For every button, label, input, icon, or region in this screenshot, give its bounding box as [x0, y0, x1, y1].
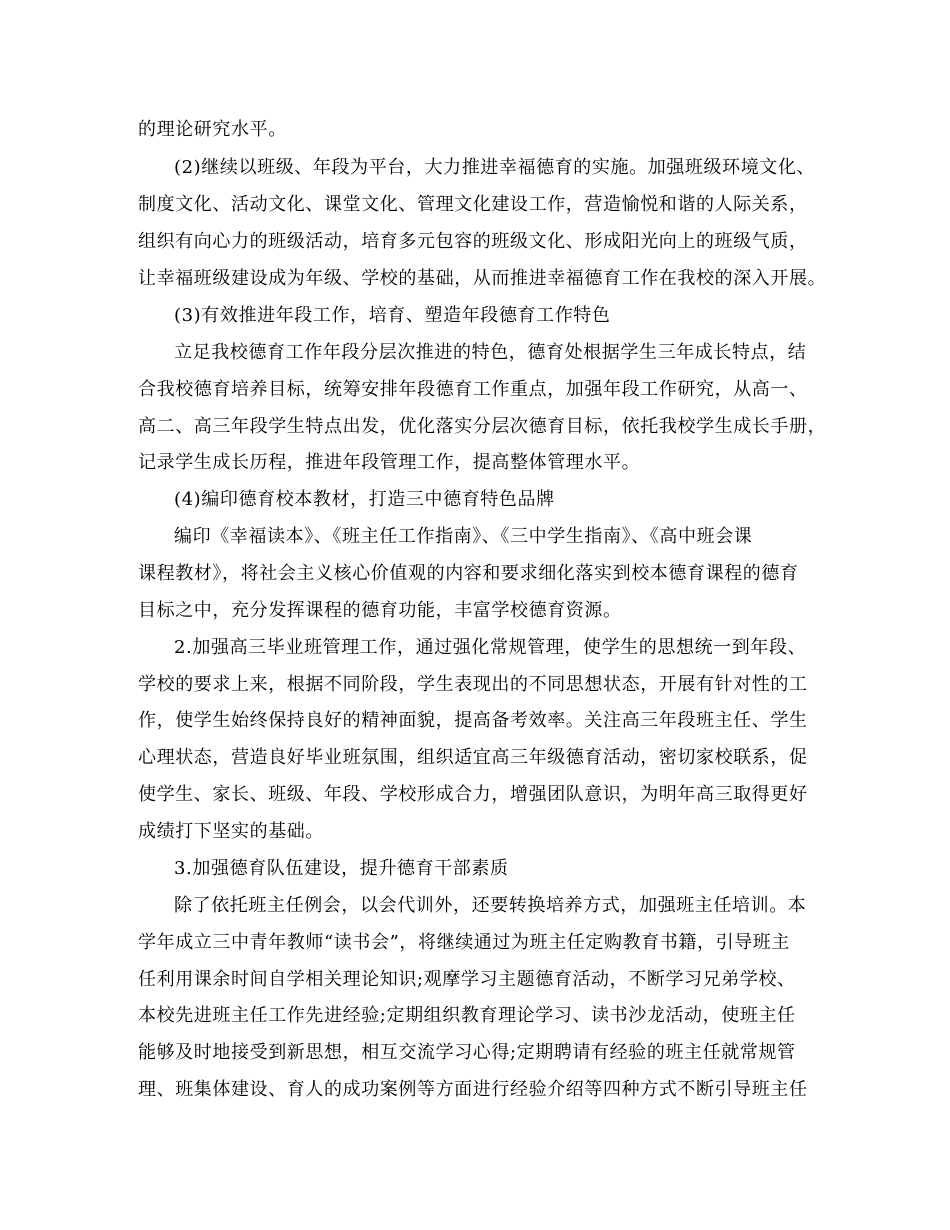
- text-line: 组织有向心力的班级活动，培育多元包容的班级文化、形成阳光向上的班级气质，: [138, 231, 808, 252]
- text-line: 合我校德育培养目标，统筹安排年段德育工作重点，加强年段工作研究，从高一、: [138, 379, 808, 400]
- text-line: 课程教材》，将社会主义核心价值观的内容和要求细化落实到校本德育课程的德育: [138, 563, 799, 584]
- text-line: 理、班集体建设、育人的成功案例等方面进行经验介绍等四种方式不断引导班主任: [138, 1079, 808, 1100]
- text-line: (2)继续以班级、年段为平台，大力推进幸福德育的实施。加强班级环境文化、: [174, 157, 816, 178]
- text-line: 成绩打下坚实的基础。: [138, 821, 324, 842]
- text-line: 学校的要求上来，根据不同阶段，学生表现出的不同思想状态，开展有针对性的工: [138, 674, 808, 695]
- text-line: 心理状态，营造良好毕业班氛围，组织适宜高三年级德育活动，密切家校联系，促: [138, 747, 808, 768]
- text-line: 让幸福班级建设成为年级、学校的基础，从而推进幸福德育工作在我校的深入开展。: [138, 268, 827, 289]
- text-line: 制度文化、活动文化、课堂文化、管理文化建设工作，营造愉悦和谐的人际关系，: [138, 194, 808, 215]
- text-line: (4)编印德育校本教材，打造三中德育特色品牌: [174, 489, 555, 510]
- text-line: 编印《幸福读本》、《班主任工作指南》、《三中学生指南》、《高中班会课: [174, 526, 753, 547]
- text-line: 立足我校德育工作年段分层次推进的特色，德育处根据学生三年成长特点，结: [174, 342, 807, 363]
- text-line: 目标之中，充分发挥课程的德育功能，丰富学校德育资源。: [138, 600, 622, 621]
- text-line: 高二、高三年段学生特点出发，优化落实分层次德育目标，依托我校学生成长手册，: [138, 416, 827, 437]
- text-line: 学年成立三中青年教师“读书会”，将继续通过为班主任定购教育书籍，引导班主: [138, 932, 791, 953]
- text-line: 3.加强德育队伍建设，提升德育干部素质: [174, 858, 509, 879]
- text-line: 本校先进班主任工作先进经验;定期组织教育理论学习、读书沙龙活动，使班主任: [138, 1005, 796, 1026]
- text-line: 除了依托班主任例会，以会代训外，还要转换培养方式，加强班主任培训。本: [174, 895, 807, 916]
- text-line: 记录学生成长历程，推进年段管理工作，提高整体管理水平。: [138, 452, 641, 473]
- text-line: 使学生、家长、班级、年段、学校形成合力，增强团队意识，为明年高三取得更好: [138, 784, 808, 805]
- text-line: (3)有效推进年段工作，培育、塑造年段德育工作特色: [174, 305, 611, 326]
- text-line: 能够及时地接受到新思想，相互交流学习心得;定期聘请有经验的班主任就常规管: [138, 1042, 796, 1063]
- text-line: 任利用课余时间自学相关理论知识;观摩学习主题德育活动，不断学习兄弟学校、: [138, 969, 796, 990]
- text-line: 2.加强高三毕业班管理工作，通过强化常规管理，使学生的思想统一到年段、: [174, 637, 807, 658]
- text-line: 作，使学生始终保持良好的精神面貌，提高备考效率。关注高三年段班主任、学生: [138, 710, 808, 731]
- text-line: 的理论研究水平。: [138, 119, 287, 140]
